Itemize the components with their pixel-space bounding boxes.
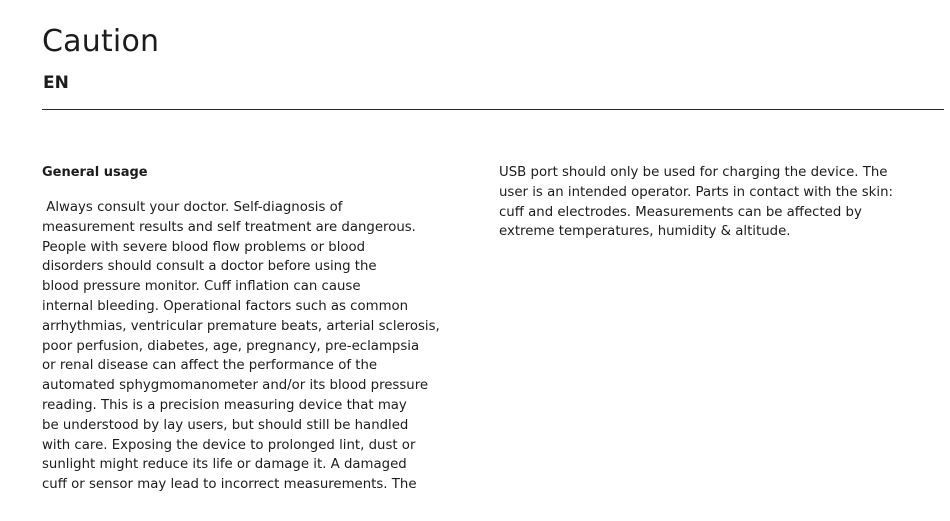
body-text-right-column bbox=[499, 163, 944, 242]
paragraph-line: People with severe blood flow problems or blood bbox=[42, 239, 366, 255]
paragraph-line: or renal disease can affect the performance of the bbox=[42, 358, 378, 374]
page-title: Caution bbox=[42, 24, 160, 59]
paragraph-line: cuff or sensor may lead to incorrect measurements. The bbox=[42, 477, 417, 493]
paragraph-line: automated sphygmomanometer and/or its blood pressure bbox=[42, 378, 429, 394]
paragraph-line: reading. This is a precision measuring device that may bbox=[42, 397, 407, 413]
paragraph-line: with care. Exposing the device to prolonged lint, dust or bbox=[42, 437, 416, 453]
paragraph-line: arrhythmias, ventricular premature beats, arterial sclerosis, bbox=[42, 318, 440, 334]
paragraph-line: internal bleeding. Operational factors such as common bbox=[42, 298, 409, 314]
body-text-left-column bbox=[42, 198, 482, 495]
paragraph-line: sunlight might reduce its life or damage it. A damaged bbox=[42, 457, 407, 473]
paragraph-line: blood pressure monitor. Cuff inflation can cause bbox=[42, 279, 361, 295]
paragraph-line: extreme temperatures, humidity & altitude. bbox=[499, 224, 791, 240]
paragraph-line: be understood by lay users, but should still be handled bbox=[42, 417, 409, 433]
paragraph-line: cuff and electrodes. Measurements can be affected by bbox=[499, 204, 862, 220]
paragraph-line: Always consult your doctor. Self-diagnosis of bbox=[42, 200, 343, 215]
paragraph-line: disorders should consult a doctor before using the bbox=[42, 259, 377, 275]
header-divider bbox=[42, 109, 944, 110]
paragraph-line: user is an intended operator. Parts in contact with the skin: bbox=[499, 184, 893, 200]
paragraph-line: measurement results and self treatment are dangerous. bbox=[42, 219, 416, 235]
paragraph-line: poor perfusion, diabetes, age, pregnancy, pre-eclampsia bbox=[42, 338, 420, 354]
section-heading: General usage bbox=[42, 165, 148, 180]
paragraph-line: USB port should only be used for charging the device. The bbox=[499, 165, 888, 180]
language-code: EN bbox=[43, 73, 69, 93]
